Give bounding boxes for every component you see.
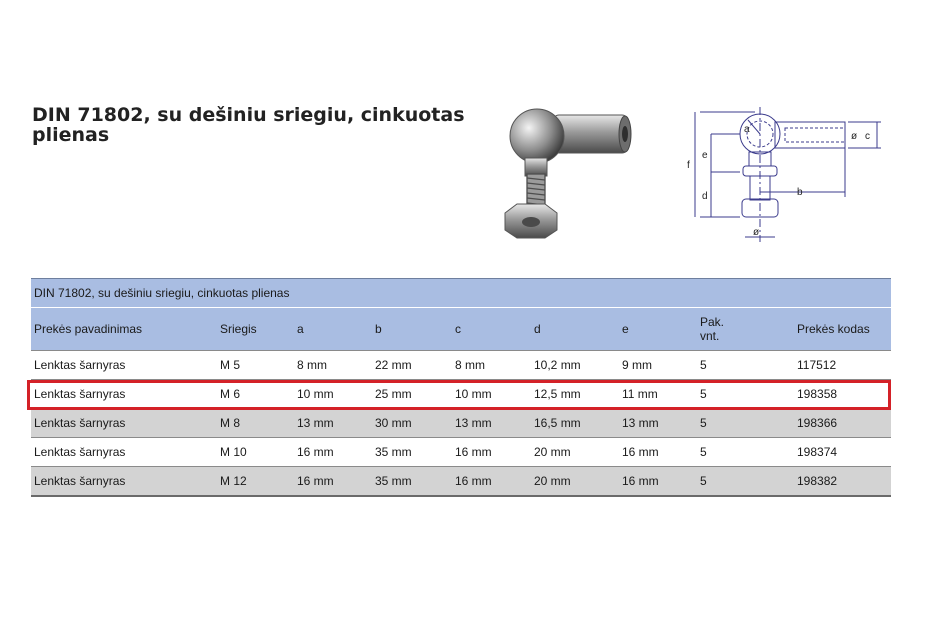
cell-code: 117512 <box>794 351 891 380</box>
cell-pack: 5 <box>697 467 794 497</box>
cell-b: 35 mm <box>372 467 452 497</box>
cell-thread: M 5 <box>217 351 294 380</box>
table-header-row <box>31 308 891 351</box>
cell-thread: M 6 <box>217 380 294 409</box>
cell-b: 25 mm <box>372 380 452 409</box>
dim-label-a: a <box>744 124 750 135</box>
cell-e: 13 mm <box>619 409 697 438</box>
dim-label-b: b <box>797 187 803 198</box>
product-photo <box>495 98 640 248</box>
cell-name: Lenktas šarnyras <box>31 380 217 409</box>
cell-c: 16 mm <box>452 467 531 497</box>
cell-thread: M 8 <box>217 409 294 438</box>
cell-e: 9 mm <box>619 351 697 380</box>
cell-name: Lenktas šarnyras <box>31 438 217 467</box>
table-row <box>31 467 891 497</box>
dim-label-d: d <box>702 191 708 202</box>
dim-label-diameter-bottom: ø <box>753 227 760 238</box>
header-c: c <box>452 308 531 351</box>
cell-a: 10 mm <box>294 380 372 409</box>
table-row <box>31 409 891 438</box>
header-pack <box>697 308 794 351</box>
header-pack-line2: vnt. <box>700 329 720 343</box>
cell-c: 13 mm <box>452 409 531 438</box>
dim-label-c: c <box>865 131 870 142</box>
table-row-highlighted <box>31 380 891 409</box>
header-d: d <box>531 308 619 351</box>
cell-name: Lenktas šarnyras <box>31 467 217 497</box>
cell-e: 16 mm <box>619 438 697 467</box>
table-row <box>31 351 891 380</box>
cell-c: 16 mm <box>452 438 531 467</box>
dim-label-f: f <box>687 160 690 171</box>
technical-drawing <box>685 102 885 247</box>
cell-a: 16 mm <box>294 467 372 497</box>
cell-d: 16,5 mm <box>531 409 619 438</box>
cell-e: 11 mm <box>619 380 697 409</box>
cell-code: 198358 <box>794 380 891 409</box>
header-code: Prekės kodas <box>794 308 891 351</box>
header-b: b <box>372 308 452 351</box>
header-pack-line1: Pak. <box>700 315 725 329</box>
cell-pack: 5 <box>697 351 794 380</box>
cell-d: 12,5 mm <box>531 380 619 409</box>
header-thread: Sriegis <box>217 308 294 351</box>
table-row <box>31 438 891 467</box>
cell-name: Lenktas šarnyras <box>31 351 217 380</box>
cell-a: 8 mm <box>294 351 372 380</box>
header-e: e <box>619 308 697 351</box>
dim-label-e: e <box>702 150 708 161</box>
cell-b: 30 mm <box>372 409 452 438</box>
cell-thread: M 12 <box>217 467 294 497</box>
cell-d: 20 mm <box>531 467 619 497</box>
cell-code: 198374 <box>794 438 891 467</box>
cell-name: Lenktas šarnyras <box>31 409 217 438</box>
cell-code: 198366 <box>794 409 891 438</box>
cell-b: 22 mm <box>372 351 452 380</box>
cell-pack: 5 <box>697 438 794 467</box>
cell-a: 13 mm <box>294 409 372 438</box>
product-table <box>31 278 891 497</box>
cell-d: 20 mm <box>531 438 619 467</box>
cell-a: 16 mm <box>294 438 372 467</box>
cell-b: 35 mm <box>372 438 452 467</box>
header-name: Prekės pavadinimas <box>31 308 217 351</box>
cell-c: 10 mm <box>452 380 531 409</box>
cell-thread: M 10 <box>217 438 294 467</box>
table-caption: DIN 71802, su dešiniu sriegiu, cinkuotas plienas <box>31 279 891 308</box>
cell-e: 16 mm <box>619 467 697 497</box>
cell-pack: 5 <box>697 409 794 438</box>
cell-pack: 5 <box>697 380 794 409</box>
page-title: DIN 71802, su dešiniu sriegiu, cinkuotas plienas <box>32 104 465 146</box>
dim-label-diameter-top: ø <box>851 131 858 142</box>
header-a: a <box>294 308 372 351</box>
cell-code: 198382 <box>794 467 891 497</box>
cell-c: 8 mm <box>452 351 531 380</box>
cell-d: 10,2 mm <box>531 351 619 380</box>
table-caption-row <box>31 279 891 308</box>
